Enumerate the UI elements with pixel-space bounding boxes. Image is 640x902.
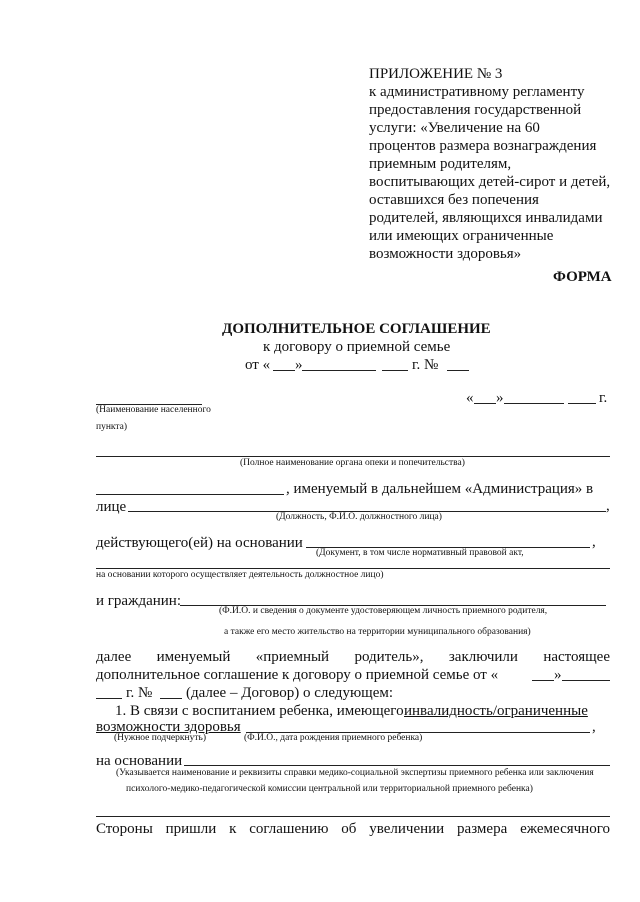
comma: , <box>606 498 610 514</box>
para-2-quote: » <box>554 667 562 683</box>
date-year-field[interactable] <box>568 403 596 404</box>
appendix-line: предоставления государственной <box>369 102 582 118</box>
from-day-field[interactable] <box>273 370 295 371</box>
contract-year-field[interactable] <box>96 698 122 699</box>
basis-field-2[interactable] <box>96 816 610 817</box>
appendix-line: или имеющих ограниченные <box>369 228 554 244</box>
appendix-line: возможности здоровья» <box>369 246 522 262</box>
last-para: Стороны пришли к соглашению об увеличении размера ежемесячного <box>96 821 610 837</box>
comma: , <box>592 719 596 735</box>
appendix-line: ПРИЛОЖЕНИЕ № 3 <box>369 66 503 82</box>
official-caption: (Должность, Ф.И.О. должностного лица) <box>276 512 442 522</box>
appendix-block <box>369 65 629 263</box>
from-quote-close: » <box>295 357 303 373</box>
appendix-line: оставшихся без попечения <box>369 192 539 208</box>
from-month-field[interactable] <box>302 370 376 371</box>
appendix-line: родителей, являющихся инвалидами <box>369 210 603 226</box>
document-caption-2: на основании которого осуществляет деятельность должностное лицо) <box>96 570 384 580</box>
appendix-line: процентов размера вознаграждения <box>369 138 597 154</box>
acting-on-text: действующего(ей) на основании <box>96 535 303 551</box>
appendix-line: воспитывающих детей-сирот и детей, <box>369 174 611 190</box>
from-number-field[interactable] <box>447 370 469 371</box>
underline-note: (Нужное подчеркнуть) <box>114 733 206 743</box>
settlement-caption: (Наименование населенного <box>96 405 211 415</box>
settlement-caption-2: пункта) <box>96 422 128 432</box>
item-1: 1. В связи с воспитанием ребенка, имеющего <box>115 703 404 719</box>
on-basis-label: на основании <box>96 753 183 769</box>
contract-month-field[interactable] <box>562 680 610 681</box>
admin-name-field[interactable] <box>96 494 284 495</box>
contract-day-field[interactable] <box>532 680 554 681</box>
basis-caption: (Указывается наименование и реквизиты справки медико-социальной экспертизы приемного ребенка или заключения <box>116 768 594 778</box>
para-3: г. № <box>126 685 153 701</box>
authority-field[interactable] <box>96 456 610 457</box>
item-1-option: инвалидность/ограниченные <box>404 703 588 719</box>
contract-number-field[interactable] <box>160 698 182 699</box>
date-month-field[interactable] <box>504 403 564 404</box>
date-quote-close: » <box>496 390 504 406</box>
appendix-line: услуги: «Увеличение на 60 <box>369 120 540 136</box>
basis-field[interactable] <box>184 765 610 766</box>
document-title: ДОПОЛНИТЕЛЬНОЕ СОГЛАШЕНИЕ <box>222 321 491 337</box>
basis-caption-2: психолого-медико-педагогической комиссии центральной или территориальной приемного ребенка) <box>126 784 533 794</box>
appendix-line: приемным родителям, <box>369 156 512 172</box>
citizen-label: и гражданин: <box>96 593 181 609</box>
form-label: ФОРМА <box>553 269 612 285</box>
date-year-suffix: г. <box>599 390 608 406</box>
from-prefix: от « <box>245 357 271 373</box>
para-2: дополнительное соглашение к договору о приемной семье от « <box>96 667 499 683</box>
child-caption: (Ф.И.О., дата рождения приемного ребенка) <box>244 733 423 743</box>
citizen-caption-2: а также его место жительство на территории муниципального образования) <box>224 627 531 637</box>
document-subtitle: к договору о приемной семье <box>263 339 451 355</box>
comma: , <box>592 534 596 550</box>
citizen-caption: (Ф.И.О. и сведения о документе удостоверяющем личность приемного родителя, <box>219 606 548 616</box>
authority-caption: (Полное наименование органа опеки и попечительства) <box>240 458 465 468</box>
date-day-field[interactable] <box>474 403 496 404</box>
from-year-suffix: г. № <box>412 357 439 373</box>
from-year-field[interactable] <box>382 370 408 371</box>
person-label: лице <box>96 499 127 515</box>
para-1: далее именуемый «приемный родитель», заключили настоящее <box>96 649 610 665</box>
named-admin-text: , именуемый в дальнейшем «Администрация» в <box>286 481 594 497</box>
item-1-option-2: возможности здоровья <box>96 719 241 735</box>
document-field-2[interactable] <box>96 568 610 569</box>
document-caption: (Документ, в том числе нормативный правовой акт, <box>316 548 524 558</box>
date-quote-open: « <box>466 390 474 406</box>
para-3-rest: (далее – Договор) о следующем: <box>186 685 394 701</box>
appendix-line: к административному регламенту <box>369 84 585 100</box>
